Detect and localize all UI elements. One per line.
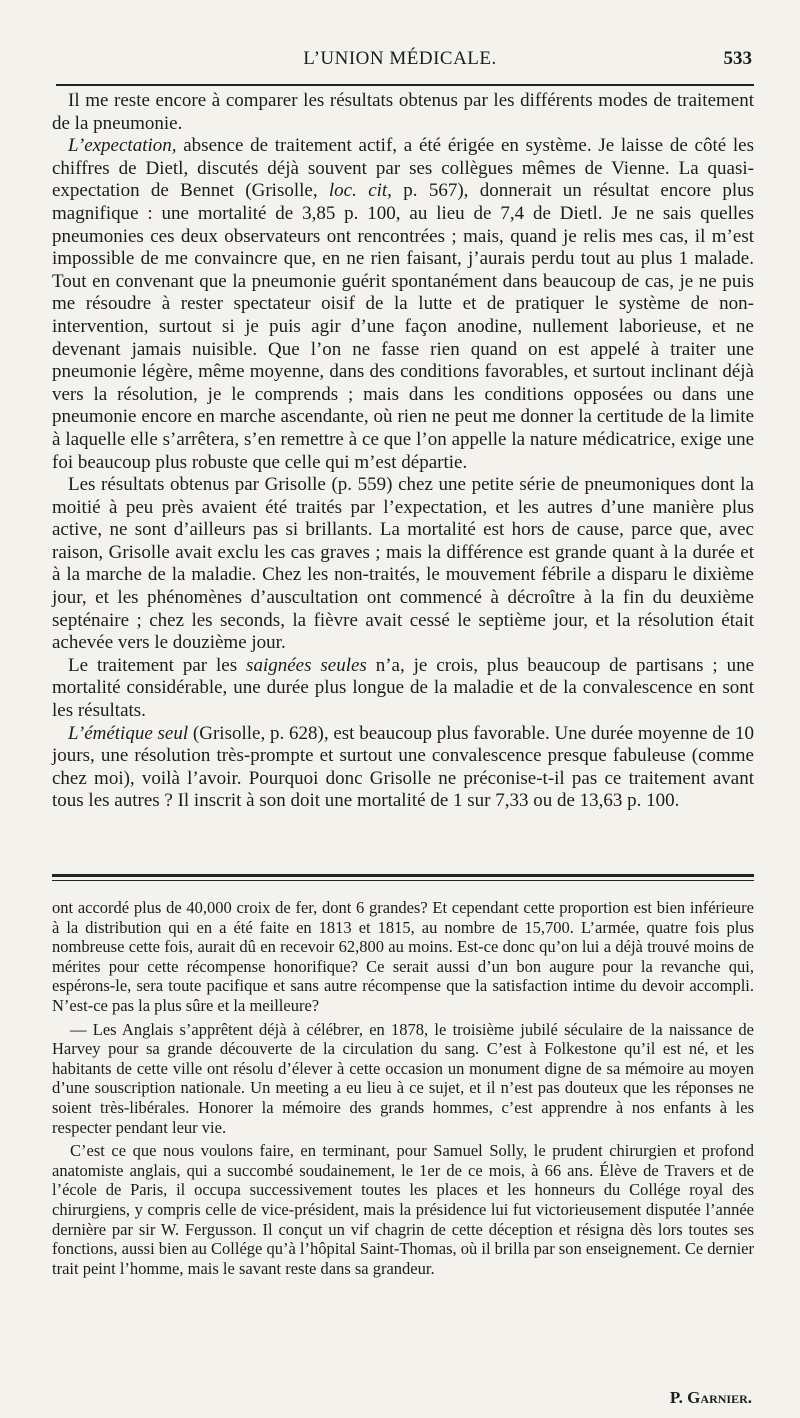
paragraph: Les résultats obtenus par Grisolle (p. 559) chez une petite série de pneumoniques dont la moitié à peu près avaient été traités par l’expectation, et les autres d’une manière plus active, ne sont d’ailleurs pas si brillants. La mortalité est hors de cause, parce que, avec raison, Grisolle avait exclu les cas graves ; mais la différence est grande quant à la durée et à la marche de la maladie. Chez les non-traités, le mouvement fébrile a disparu le dixième jour, et les phénomènes d’auscultation ont commencé à décroître à la fin du deuxième septénaire ; chez les seconds, la fièvre avait cessé le septième jour, et la résolution était achevée vers le douzième jour.	[52, 474, 754, 654]
paragraph: L’émétique seul (Grisolle, p. 628), est beaucoup plus favorable. Une durée moyenne de 10 jours, une résolution très-prompte et surtout une convalescence presque fabuleuse (comme chez moi), voilà l’avoir. Pourquoi donc Grisolle ne préconise-t-il pas ce traitement avant tous les autres ? Il inscrit à son doit une mortalité de 1 sur 7,33 ou de 13,63 p. 100.	[52, 722, 755, 812]
main-article-text	[52, 90, 754, 813]
header-rule	[56, 84, 754, 86]
paragraph: C’est ce que nous voulons faire, en terminant, pour Samuel Solly, le prudent chirurgien et profond anatomiste anglais, qui a succombé soudainement, le 1er de ce mois, à 66 ans. Élève de Travers et de l’école de Paris, il occupa successivement toutes les places et les honneurs du Collége royal des chirurgiens, y compris celle de vice-président, mais la présidence lui fut victorieusement disputée l’année dernière par sir W. Fergusson. Il conçut un vif chagrin de cette déception et résigna dès lors toutes ses fonctions, aussi bien au Collége qu’à l’hôpital Saint-Thomas, où il brilla par son enseignement. Ce dernier trait peint l’homme, mais le savant reste dans sa grandeur.	[52, 1141, 754, 1278]
paragraph: L’expectation, absence de traitement actif, a été érigée en système. Je laisse de côté les chiffres de Dietl, discutés déjà souvent par ses collègues mêmes de Vienne. La quasi-expectation de Bennet (Grisolle, loc. cit, p. 567), donnerait un résultat encore plus magnifique : une mortalité de 3,85 p. 100, au lieu de 7,4 de Dietl. Je ne sais quelles pneumonies ces deux observateurs ont rencontrées ; mais, quand je relis mes cas, il m’est impossible de me convaincre que, en ne rien faisant, j’aurais perdu tout au plus 1 malade. Tout en convenant que la pneumonie guérit spontanément dans beaucoup de cas, je ne puis me résoudre à rester spectateur oisif de la lutte et de pratiquer le système de non-intervention, surtout si je puis agir d’une façon anodine, nullement laborieuse, et ne devenant jamais nuisible. Que l’on ne fasse rien quand on est appelé à traiter une pneumonie légère, même moyenne, dans des conditions favorables, et surtout inclinant déjà vers la résolution, je le comprends ; mais dans les conditions opposées ou dans une pneumonie encore en marche ascendante, où rien ne peut me donner la certitude de la limite à laquelle elle s’arrêtera, s’en remettre à ce que l’on appelle la nature médicatrice, exige une foi beaucoup plus robuste que celle qui m’est départie.	[52, 135, 754, 473]
journal-title: L’UNION MÉDICALE.	[303, 48, 497, 69]
paragraph: — Les Anglais s’apprêtent déjà à célébrer, en 1878, le troisième jubilé séculaire de la naissance de Harvey pour sa grande découverte de la circulation du sang. C’est à Folkestone qu’il est né, et les habitants de cette ville ont résolu d’élever à cette occasion un monument digne de sa mémoire au moyen d’une souscription nationale. Un meeting a eu lieu à ce sujet, et il n’est pas douteux que les réponses ne soient très-libérales. Honorer la mémoire des grands hommes, c’est apprendre à nos enfants à les respecter pendant leur vie.	[52, 1019, 754, 1137]
feuilleton-text	[52, 898, 754, 1282]
page-number: 533	[723, 48, 752, 69]
author-signature: P. Garnier.	[669, 1388, 752, 1407]
italic-term: L’expectation,	[68, 135, 177, 157]
paragraph: Le traitement par les saignées seules n’a, je crois, plus beaucoup de partisans ; une mortalité considérable, une durée plus longue de la maladie et de la convalescence en sont les résultats.	[52, 654, 755, 722]
running-header	[48, 40, 752, 76]
paragraph: Il me reste encore à comparer les résultats obtenus par les différents modes de traitement de la pneumonie.	[52, 90, 754, 134]
section-divider	[52, 874, 754, 881]
italic-term: L’émétique seul	[68, 722, 189, 744]
paragraph: ont accordé plus de 40,000 croix de fer, dont 6 grandes? Et cependant cette proportion est bien inférieure à la distribution qui en a été faite en 1813 et 1815, au nombre de 15,700. L’armée, quatre fois plus nombreuse cette fois, aurait dû en recevoir 62,800 au moins. Est-ce donc qu’on lui a déjà trouvé moins de mérites pour cette récompense honorifique? Ce serait aussi d’un bon augure pour la revanche qui, espérons-le, sera toute pacifique et sans autre récompense que la satisfaction intime du devoir accompli. N’est-ce pas la plus sûre et la meilleure?	[52, 898, 754, 1015]
italic-term: saignées seules	[246, 654, 367, 676]
